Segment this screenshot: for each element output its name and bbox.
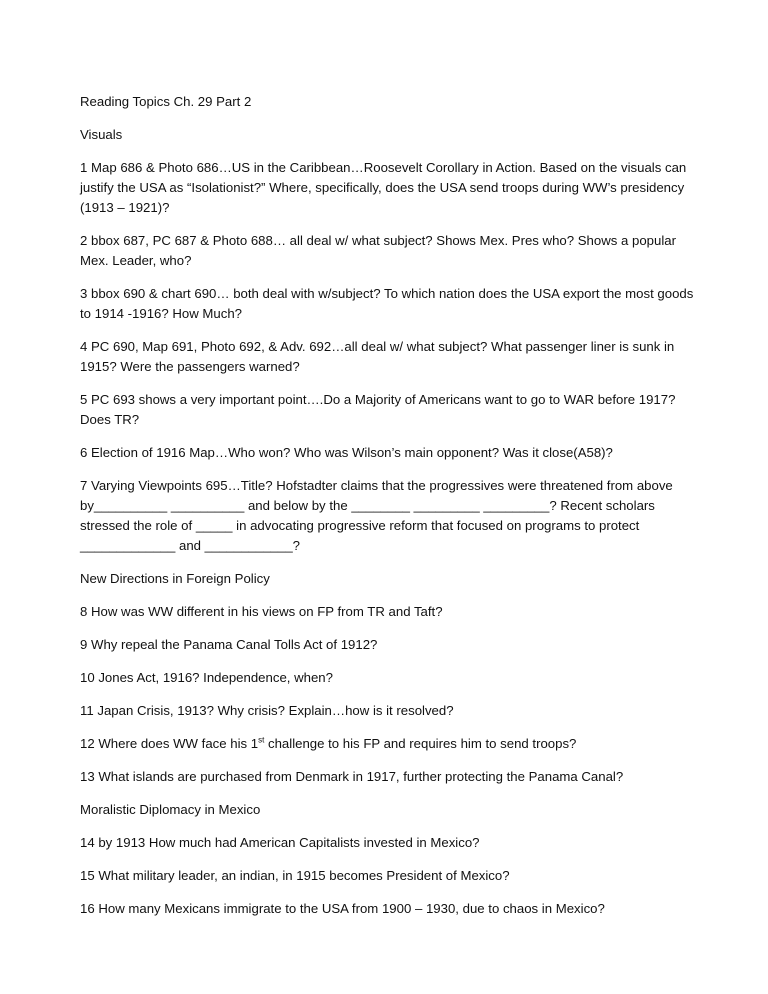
question-16: 16 How many Mexicans immigrate to the USA from 1900 – 1930, due to chaos in Mexico?: [80, 901, 605, 916]
question-7: 7 Varying Viewpoints 695…Title? Hofstadter claims that the progressives were threatened from above by__________ __________ and below by the ________ _________ _________? Recent scholars stressed the role of _____ in advocating progressive reform that focused on programs to protect _____________ and ____________?: [80, 478, 673, 553]
question-9: 9 Why repeal the Panama Canal Tolls Act of 1912?: [80, 637, 378, 652]
question-10: 10 Jones Act, 1916? Independence, when?: [80, 670, 333, 685]
question-12: [80, 734, 700, 754]
question-2: 2 bbox 687, PC 687 & Photo 688… all deal w/ what subject? Shows Mex. Pres who? Shows a popular Mex. Leader, who?: [80, 233, 676, 268]
question-11: 11 Japan Crisis, 1913? Why crisis? Explain…how is it resolved?: [80, 703, 454, 718]
question-12-text-end: challenge to his FP and requires him to send troops?: [264, 736, 577, 751]
question-3: 3 bbox 690 & chart 690… both deal with w/subject? To which nation does the USA export the most goods to 1914 -1916? How Much?: [80, 286, 694, 321]
section-heading-visuals: Visuals: [80, 127, 123, 142]
document-body: [80, 92, 700, 932]
question-5: 5 PC 693 shows a very important point….Do a Majority of Americans want to go to WAR before 1917? Does TR?: [80, 392, 676, 427]
question-6: 6 Election of 1916 Map…Who won? Who was Wilson’s main opponent? Was it close(A58)?: [80, 445, 613, 460]
question-4: 4 PC 690, Map 691, Photo 692, & Adv. 692…all deal w/ what subject? What passenger liner is sunk in 1915? Were the passengers warned?: [80, 339, 675, 374]
question-12-superscript: st: [258, 735, 265, 745]
question-14: 14 by 1913 How much had American Capitalists invested in Mexico?: [80, 835, 480, 850]
question-1: 1 Map 686 & Photo 686…US in the Caribbean…Roosevelt Corollary in Action. Based on the visuals can justify the USA as “Isolationist?” Where, specifically, does the USA send troops during WW’s presidency (1913 – 1921)?: [80, 160, 687, 215]
question-8: 8 How was WW different in his views on FP from TR and Taft?: [80, 604, 443, 619]
document-title: Reading Topics Ch. 29 Part 2: [80, 94, 252, 109]
question-13: 13 What islands are purchased from Denmark in 1917, further protecting the Panama Canal?: [80, 769, 624, 784]
section-heading-mexico: Moralistic Diplomacy in Mexico: [80, 802, 261, 817]
question-12-text-start: 12 Where does WW face his 1: [80, 736, 259, 751]
section-heading-foreign-policy: New Directions in Foreign Policy: [80, 571, 270, 586]
question-15: 15 What military leader, an indian, in 1915 becomes President of Mexico?: [80, 868, 510, 883]
